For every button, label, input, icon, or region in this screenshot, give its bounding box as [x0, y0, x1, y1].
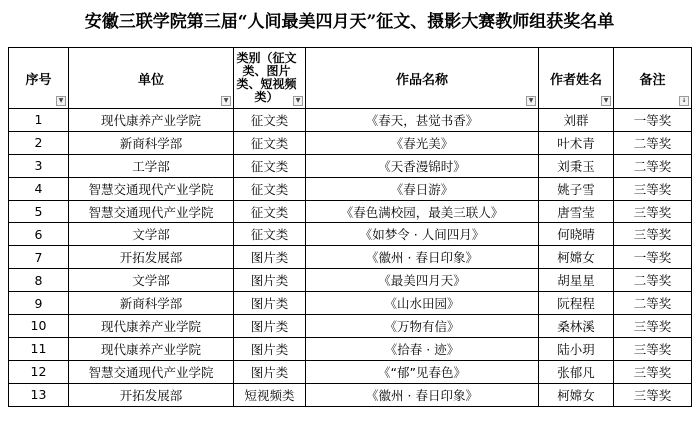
header-row: [9, 48, 692, 109]
cell-type[interactable]: 征文类: [234, 177, 306, 200]
cell-work[interactable]: 《徽州 · 春日印象》: [306, 246, 539, 269]
table-row: [9, 383, 692, 406]
header-note-label: 备注: [639, 72, 666, 88]
cell-unit[interactable]: 文学部: [69, 269, 234, 292]
cell-type[interactable]: 图片类: [234, 292, 306, 315]
cell-type[interactable]: 征文类: [234, 200, 306, 223]
table-row: [9, 337, 692, 360]
cell-note[interactable]: 三等奖: [614, 337, 692, 360]
header-author-label: 作者姓名: [549, 72, 602, 88]
cell-type[interactable]: 图片类: [234, 315, 306, 338]
cell-index[interactable]: 7: [9, 246, 69, 269]
cell-author[interactable]: 柯嫦女: [539, 246, 614, 269]
cell-work[interactable]: 《春色满校园，最美三联人》: [306, 200, 539, 223]
cell-note[interactable]: 二等奖: [614, 131, 692, 154]
cell-note[interactable]: 二等奖: [614, 154, 692, 177]
cell-index[interactable]: 2: [9, 131, 69, 154]
cell-work[interactable]: 《天香漫锦时》: [306, 154, 539, 177]
cell-work[interactable]: 《拾春 · 迹》: [306, 337, 539, 360]
filter-dropdown-icon[interactable]: ▼: [221, 96, 231, 106]
cell-note[interactable]: 二等奖: [614, 292, 692, 315]
filter-dropdown-icon[interactable]: ▼: [293, 96, 303, 106]
table-row: [9, 109, 692, 132]
table-row: [9, 292, 692, 315]
table-row: [9, 315, 692, 338]
table-row: [9, 131, 692, 154]
cell-note[interactable]: 一等奖: [614, 246, 692, 269]
award-table: [8, 47, 692, 407]
cell-author[interactable]: 桑林溪: [539, 315, 614, 338]
table-row: [9, 177, 692, 200]
cell-unit[interactable]: 智慧交通现代产业学院: [69, 360, 234, 383]
cell-unit[interactable]: 新商科学部: [69, 131, 234, 154]
cell-type[interactable]: 图片类: [234, 360, 306, 383]
header-type-label: 类别（征文类、图片类、短视频类）: [236, 51, 297, 104]
cell-author[interactable]: 姚子雪: [539, 177, 614, 200]
header-work-label: 作品名称: [395, 72, 448, 88]
header-unit-label: 单位: [137, 72, 164, 88]
cell-author[interactable]: 张郁凡: [539, 360, 614, 383]
cell-note[interactable]: 二等奖: [614, 269, 692, 292]
cell-author[interactable]: 刘秉玉: [539, 154, 614, 177]
cell-work[interactable]: 《如梦令 · 人间四月》: [306, 223, 539, 246]
cell-unit[interactable]: 新商科学部: [69, 292, 234, 315]
table-body: [9, 109, 692, 407]
cell-index[interactable]: 10: [9, 315, 69, 338]
cell-unit[interactable]: 开拓发展部: [69, 383, 234, 406]
cell-unit[interactable]: 工学部: [69, 154, 234, 177]
cell-unit[interactable]: 智慧交通现代产业学院: [69, 200, 234, 223]
cell-type[interactable]: 图片类: [234, 337, 306, 360]
table-row: [9, 360, 692, 383]
cell-author[interactable]: 唐雪莹: [539, 200, 614, 223]
header-index: [9, 48, 69, 109]
cell-author[interactable]: 胡星星: [539, 269, 614, 292]
cell-note[interactable]: 三等奖: [614, 315, 692, 338]
cell-unit[interactable]: 现代康养产业学院: [69, 337, 234, 360]
cell-unit[interactable]: 开拓发展部: [69, 246, 234, 269]
cell-author[interactable]: 叶术青: [539, 131, 614, 154]
cell-note[interactable]: 三等奖: [614, 383, 692, 406]
cell-note[interactable]: 三等奖: [614, 177, 692, 200]
table-row: [9, 223, 692, 246]
cell-index[interactable]: 1: [9, 109, 69, 132]
cell-work[interactable]: 《最美四月天》: [306, 269, 539, 292]
cell-unit[interactable]: 文学部: [69, 223, 234, 246]
cell-unit[interactable]: 现代康养产业学院: [69, 315, 234, 338]
cell-author[interactable]: 阮程程: [539, 292, 614, 315]
cell-work[interactable]: 《春光美》: [306, 131, 539, 154]
cell-type[interactable]: 短视频类: [234, 383, 306, 406]
cell-index[interactable]: 5: [9, 200, 69, 223]
cell-author[interactable]: 柯嫦女: [539, 383, 614, 406]
header-index-label: 序号: [25, 72, 52, 88]
cell-type[interactable]: 征文类: [234, 223, 306, 246]
header-note: [614, 48, 692, 109]
page-title: 安徽三联学院第三届“人间最美四月天”征文、摄影大赛教师组获奖名单: [84, 12, 615, 32]
table-row: [9, 200, 692, 223]
cell-type[interactable]: 征文类: [234, 109, 306, 132]
cell-work[interactable]: 《万物有信》: [306, 315, 539, 338]
header-type: [234, 48, 306, 109]
cell-index[interactable]: 11: [9, 337, 69, 360]
table-row: [9, 269, 692, 292]
cell-index[interactable]: 6: [9, 223, 69, 246]
header-unit: [69, 48, 234, 109]
filter-dropdown-icon[interactable]: ▼: [56, 96, 66, 106]
header-author: [539, 48, 614, 109]
cell-type[interactable]: 征文类: [234, 154, 306, 177]
cell-index[interactable]: 4: [9, 177, 69, 200]
cell-unit[interactable]: 智慧交通现代产业学院: [69, 177, 234, 200]
cell-type[interactable]: 图片类: [234, 246, 306, 269]
cell-index[interactable]: 12: [9, 360, 69, 383]
cell-author[interactable]: 陆小玥: [539, 337, 614, 360]
table-row: [9, 246, 692, 269]
cell-type[interactable]: 征文类: [234, 131, 306, 154]
filter-dropdown-icon[interactable]: ▼: [601, 96, 611, 106]
cell-author[interactable]: 何晓晴: [539, 223, 614, 246]
cell-note[interactable]: 一等奖: [614, 109, 692, 132]
cell-note[interactable]: 三等奖: [614, 360, 692, 383]
cell-type[interactable]: 图片类: [234, 269, 306, 292]
cell-index[interactable]: 13: [9, 383, 69, 406]
cell-author[interactable]: 刘群: [539, 109, 614, 132]
header-work: [306, 48, 539, 109]
cell-index[interactable]: 3: [9, 154, 69, 177]
cell-unit[interactable]: 现代康养产业学院: [69, 109, 234, 132]
cell-index[interactable]: 8: [9, 269, 69, 292]
table-row: [9, 154, 692, 177]
cell-work[interactable]: 《徽州 · 春日印象》: [306, 383, 539, 406]
cell-note[interactable]: 三等奖: [614, 200, 692, 223]
cell-index[interactable]: 9: [9, 292, 69, 315]
sort-filter-icon[interactable]: ↓: [679, 96, 689, 106]
cell-work[interactable]: 《山水田园》: [306, 292, 539, 315]
cell-work[interactable]: 《“郁”见春色》: [306, 360, 539, 383]
cell-work[interactable]: 《春天，甚觉书香》: [306, 109, 539, 132]
filter-dropdown-icon[interactable]: ▼: [526, 96, 536, 106]
cell-note[interactable]: 三等奖: [614, 223, 692, 246]
cell-work[interactable]: 《春日游》: [306, 177, 539, 200]
